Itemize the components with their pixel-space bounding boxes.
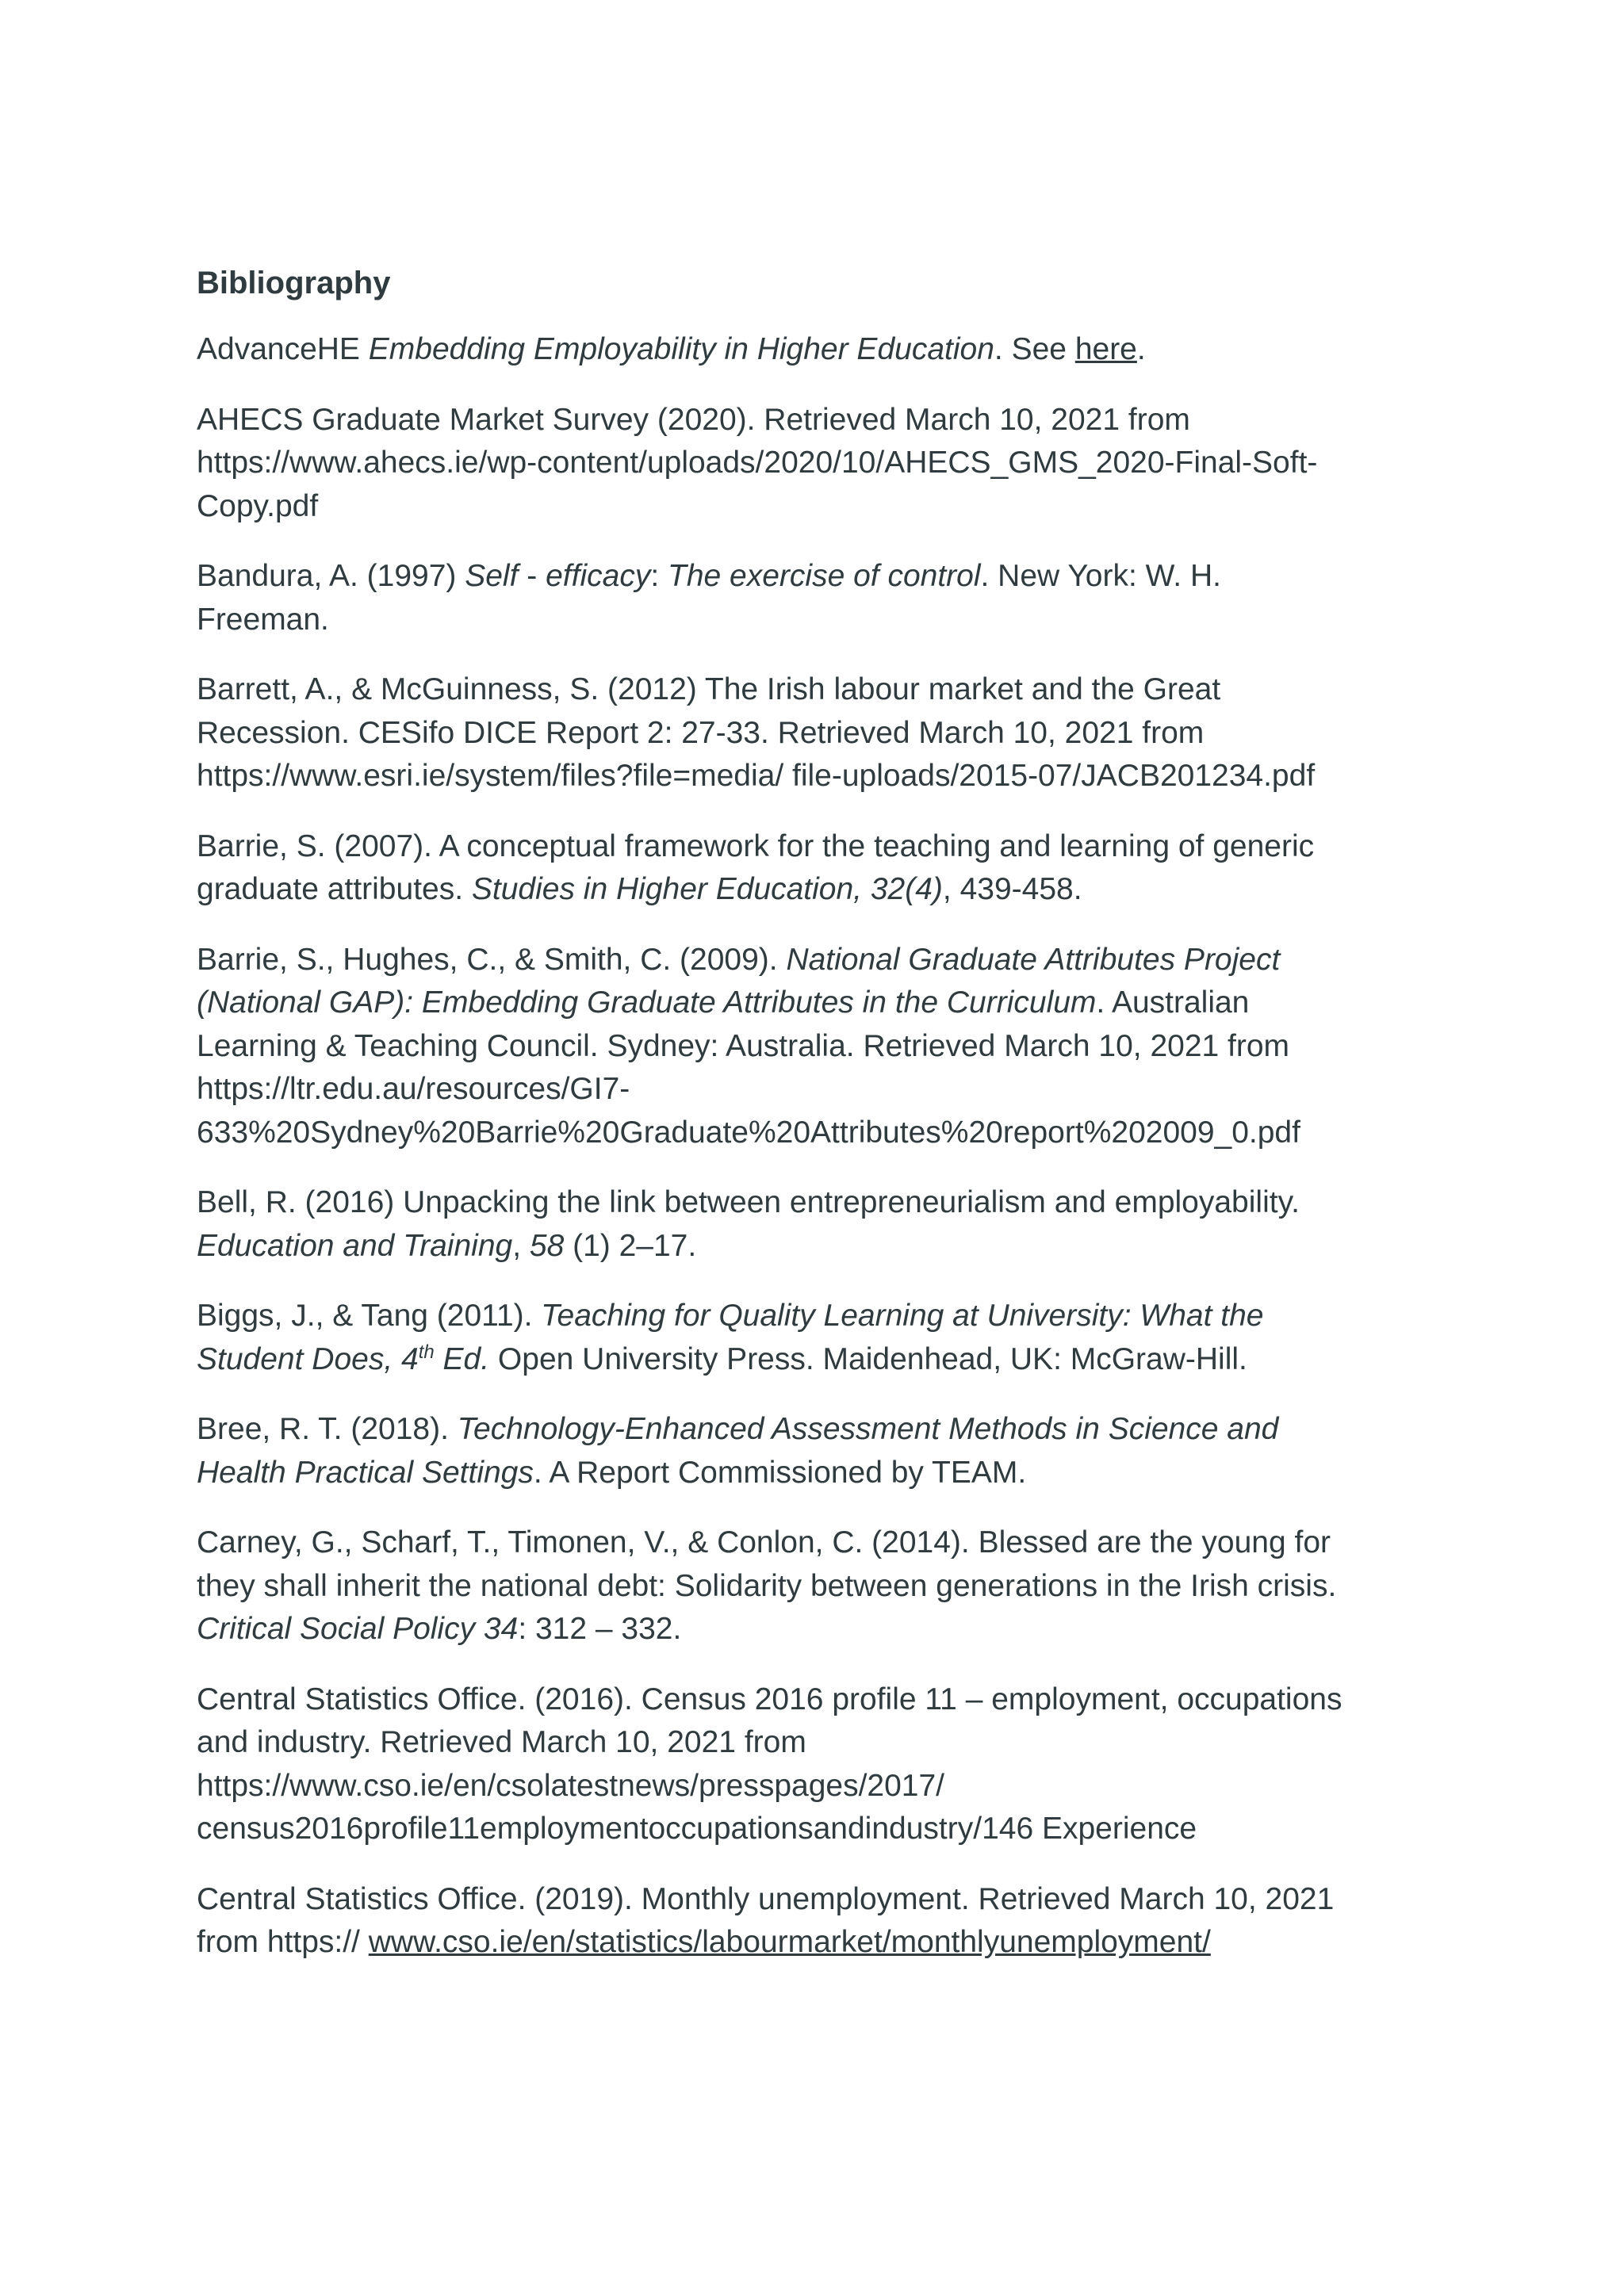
reference-text: . New York: W. H. [980,559,1221,593]
italic-title: 58 [529,1228,565,1263]
reference-text: Learning & Teaching Council. Sydney: Australia. Retrieved March 10, 2021 from [197,1028,1290,1063]
reference-text: Central Statistics Office. (2019). Monthly unemployment. Retrieved March 10, 2021 [197,1881,1335,1916]
reference-text: Bree, R. T. (2018). [197,1412,458,1446]
reference-text: , [512,1228,530,1263]
reference-text: https://www.ahecs.ie/wp-content/uploads/2020/10/AHECS_GMS_2020-Final-Soft- [197,446,1318,480]
reference-text: AdvanceHE [197,332,369,366]
reference-text: . A Report Commissioned by TEAM. [533,1455,1027,1490]
reference-text: https://ltr.edu.au/resources/GI7- [197,1072,630,1106]
reference-entry [197,399,1434,529]
italic-title: Education and Training [197,1228,513,1263]
reference-entry [197,1295,1434,1381]
reference-text: graduate attributes. [197,872,472,906]
reference-entry [197,1878,1434,1965]
reference-text: . [1136,332,1146,366]
reference-text: 633%20Sydney%20Barrie%20Graduate%20Attributes%20report%202009_0.pdf [197,1115,1300,1150]
italic-title: Ed. [434,1341,490,1376]
reference-text: . Australian [1096,985,1250,1020]
reference-text: Barrie, S., Hughes, C., & Smith, C. (2009). [197,942,787,977]
reference-text: : [650,559,668,593]
reference-text: https://www.cso.ie/en/csolatestnews/presspages/2017/ [197,1768,945,1803]
italic-title: Teaching for Quality Learning at University: What the [541,1299,1264,1333]
reference-entry [197,825,1434,912]
italic-title: Health Practical Settings [197,1455,534,1490]
superscript-text: th [418,1341,435,1363]
reference-text: , 439-458. [942,872,1082,906]
italic-title: efficacy [546,559,651,593]
reference-text: Barrett, A., & McGuinness, S. (2012) The Irish labour market and the Great [197,672,1221,706]
italic-title: The exercise of control [668,559,981,593]
reference-text: and industry. Retrieved March 10, 2021 from [197,1725,806,1759]
reference-entry [197,668,1434,798]
italic-title: Self [465,559,519,593]
reference-text: AHECS Graduate Market Survey (2020). Retrieved March 10, 2021 from [197,402,1190,437]
reference-text: census2016profile11employmentoccupationsandindustry/146 Experience [197,1812,1197,1846]
reference-text: from https:// [197,1925,369,1959]
reference-link[interactable]: here [1074,332,1137,366]
reference-entry [197,1408,1434,1494]
reference-text: Copy.pdf [197,488,319,523]
reference-entry [197,939,1434,1155]
reference-text: Carney, G., Scharf, T., Timonen, V., & Conlon, C. (2014). Blessed are the young for [197,1525,1331,1559]
reference-entry [197,328,1434,372]
reference-entry [197,1181,1434,1268]
reference-text: Bell, R. (2016) Unpacking the link between entrepreneurialism and employability. [197,1185,1300,1219]
reference-text: : 312 – 332. [518,1612,682,1646]
reference-text: Biggs, J., & Tang (2011). [197,1299,542,1333]
reference-text: they shall inherit the national debt: Solidarity between generations in the Irish crisis. [197,1568,1337,1603]
reference-link[interactable]: www.cso.ie/en/statistics/labourmarket/monthlyunemployment/ [368,1925,1211,1959]
reference-text: Recession. CESifo DICE Report 2: 27-33. Retrieved March 10, 2021 from [197,715,1205,750]
reference-text: - [518,559,546,593]
reference-text: Barrie, S. (2007). A conceptual framework for the teaching and learning of generic [197,828,1315,863]
reference-list [197,328,1434,1965]
bibliography-page [197,262,1434,1992]
italic-title: Critical Social Policy 34 [197,1612,519,1646]
italic-title: Technology-Enhanced Assessment Methods in Science and [457,1412,1279,1446]
reference-text: (1) 2–17. [564,1228,697,1263]
italic-title: (National GAP): Embedding Graduate Attributes in the Curriculum [197,985,1097,1020]
reference-text: Central Statistics Office. (2016). Census 2016 profile 11 – employment, occupations [197,1682,1342,1716]
reference-text: Bandura, A. (1997) [197,559,465,593]
italic-title: Studies in Higher Education, 32(4) [471,872,943,906]
reference-text: Open University Press. Maidenhead, UK: McGraw-Hill. [489,1341,1247,1376]
page-title: Bibliography [197,266,391,300]
italic-title: National Graduate Attributes Project [786,942,1281,977]
reference-text: https://www.esri.ie/system/files?file=media/ file-uploads/2015-07/JACB201234.pdf [197,759,1316,793]
reference-entry [197,1678,1434,1851]
reference-text: . See [994,332,1075,366]
italic-title: Student Does, 4 [197,1341,419,1376]
reference-entry [197,1521,1434,1651]
reference-text: Freeman. [197,602,329,637]
italic-title: Embedding Employability in Higher Education [368,332,994,366]
reference-entry [197,555,1434,641]
